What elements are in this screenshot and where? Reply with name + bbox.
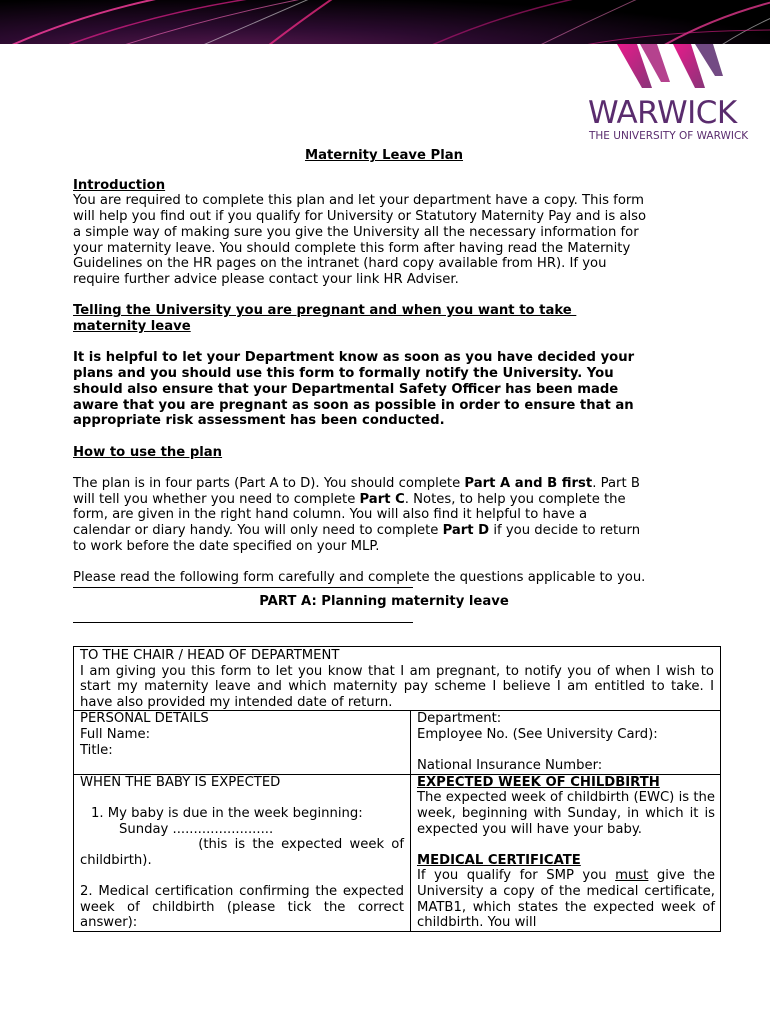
department-field[interactable]: Department: xyxy=(417,711,502,727)
please-read-text: Please read the following form carefully and complete the questions applicable to you. xyxy=(73,570,646,586)
warwick-logo-mark-icon xyxy=(595,40,745,95)
intro-heading: Introduction xyxy=(73,177,166,193)
howto-line: form, are given in the right hand column. You will also find it helpful to have a xyxy=(73,507,588,523)
when-baby-label: WHEN THE BABY IS EXPECTED xyxy=(80,774,281,790)
employee-no-field[interactable]: Employee No. (See University Card): xyxy=(417,726,658,742)
medical-certificate-text: If you qualify for SMP you must give the University a copy of the medical certificate, MATB1, which states the expected week of childbirth. You will xyxy=(417,868,715,931)
telling-heading: Telling the University you are pregnant and when you want to take xyxy=(73,303,577,319)
howto-heading: How to use the plan xyxy=(73,444,223,460)
title-field[interactable]: Title: xyxy=(80,742,113,758)
ewc-note: (this is the expected week of xyxy=(198,837,404,853)
intro-line: will help you find out if you qualify for University or Statutory Maternity Pay and is also xyxy=(73,209,647,225)
ewc-notes-cell xyxy=(411,774,721,931)
ewc-heading: EXPECTED WEEK OF CHILDBIRTH xyxy=(417,774,660,790)
full-name-field[interactable]: Full Name: xyxy=(80,726,151,742)
warwick-logo xyxy=(575,40,765,150)
notify-line: It is helpful to let your Department know as soon as you have decided your xyxy=(73,350,635,366)
to-body: I am giving you this form to let you know that I am pregnant, to notify you of when I wish to start my maternity leave and which maternity pay scheme I believe I am entitled to take. I have also provided my intended date of return. xyxy=(80,663,714,710)
part-a-form xyxy=(73,646,721,932)
notify-line: should also ensure that your Departmental Safety Officer has been made xyxy=(73,381,619,397)
to-line: TO THE CHAIR / HEAD OF DEPARTMENT xyxy=(80,648,340,663)
personal-details-cell[interactable] xyxy=(74,711,411,773)
document-body xyxy=(73,148,695,623)
telling-heading-cont: maternity leave xyxy=(73,319,191,335)
ni-number-field[interactable]: National Insurance Number: xyxy=(417,758,603,774)
question-due-week: 1. My baby is due in the week beginning: xyxy=(91,805,363,821)
howto-line: calendar or diary handy. You will only need to complete Part D if you decide to return xyxy=(73,523,641,539)
howto-line: to work before the date specified on your MLP. xyxy=(73,538,380,554)
part-a-heading: PART A: Planning maternity leave xyxy=(259,593,509,609)
document-title: Maternity Leave Plan xyxy=(304,148,464,163)
sunday-date-field[interactable]: Sunday ........................ xyxy=(119,821,274,837)
form-grid xyxy=(73,710,721,931)
logo-subtitle: THE UNIVERSITY OF WARWICK xyxy=(589,130,749,142)
banner-light-streaks xyxy=(0,0,770,44)
divider xyxy=(73,587,413,588)
intro-line: Guidelines on the HR pages on the intranet (hard copy available from HR). If you xyxy=(73,256,607,272)
logo-wordmark: WARWICK xyxy=(588,95,737,131)
personal-details-label: PERSONAL DETAILS xyxy=(80,711,209,727)
howto-line: will tell you whether you need to complete Part C. Notes, to help you complete the xyxy=(73,491,626,507)
baby-expected-cell xyxy=(74,774,411,931)
notify-line: plans and you should use this form to formally notify the University. You xyxy=(73,366,614,382)
notice-box xyxy=(73,646,721,710)
notify-line: aware that you are pregnant as soon as possible in order to ensure that an xyxy=(73,397,634,413)
department-cell[interactable] xyxy=(411,711,721,773)
ewc-note-cont: childbirth). xyxy=(80,852,152,868)
question-medical-cert: 2. Medical certification confirming the expected week of childbirth (please tick the correct answer): xyxy=(80,883,404,931)
howto-line: The plan is in four parts (Part A to D). You should complete Part A and B first. Part B xyxy=(73,476,640,491)
ewc-text: The expected week of childbirth (EWC) is the week, beginning with Sunday, in which it is expected you will have your baby. xyxy=(417,790,715,837)
header-banner xyxy=(0,0,770,44)
divider xyxy=(73,622,413,623)
intro-line: require further advice please contact your link HR Adviser. xyxy=(73,271,459,287)
medical-certificate-heading: MEDICAL CERTIFICATE xyxy=(417,852,581,868)
intro-line: your maternity leave. You should complete this form after having read the Maternity xyxy=(73,240,631,256)
intro-line: You are required to complete this plan and let your department have a copy. This form xyxy=(73,193,644,209)
intro-line: a simple way of making sure you give the University all the necessary information for xyxy=(73,224,639,240)
notify-line: appropriate risk assessment has been conducted. xyxy=(73,413,445,429)
